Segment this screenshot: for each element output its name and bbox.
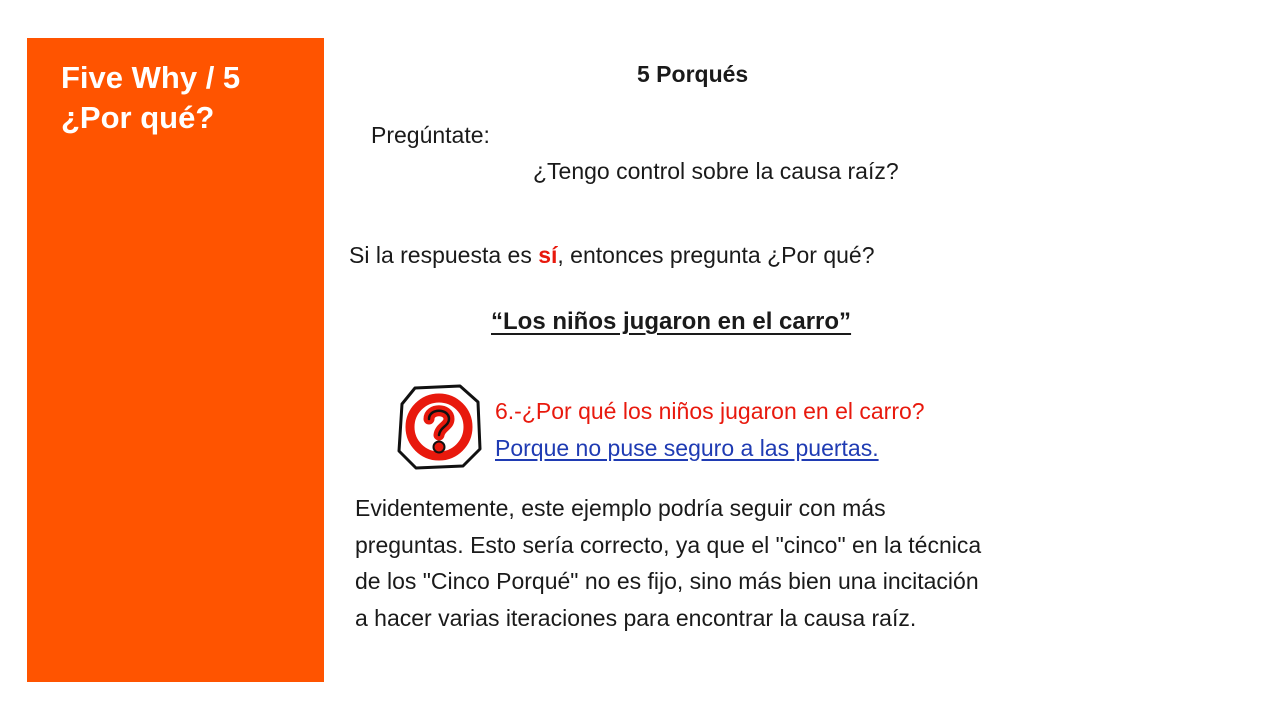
- explanation-line: Evidentemente, este ejemplo podría seguir con más: [355, 495, 886, 521]
- ask-label: Pregúntate:: [371, 122, 490, 148]
- condition-before: Si la respuesta es: [349, 242, 539, 268]
- section-heading: 5 Porqués: [637, 61, 749, 87]
- slide-title: [61, 58, 311, 138]
- explanation-line: a hacer varias iteraciones para encontrar la causa raíz.: [355, 604, 917, 631]
- question-mark-icon: [390, 379, 486, 475]
- title-sidebar: [27, 38, 324, 682]
- condition-after: , entonces pregunta ¿Por qué?: [557, 242, 875, 268]
- explanation-line: preguntas. Esto sería correcto, ya que el "cinco" en la técnica: [355, 531, 982, 558]
- problem-quote: “Los niños jugaron en el carro”: [491, 308, 852, 335]
- explanation-paragraph: [355, 490, 1255, 636]
- ask-question: ¿Tengo control sobre la causa raíz?: [533, 158, 899, 184]
- slide-title-line-1: Five Why / 5: [61, 60, 241, 95]
- condition-text: [349, 242, 875, 269]
- slide-title-line-2: ¿Por qué?: [61, 100, 215, 135]
- why-answer-link[interactable]: Porque no puse seguro a las puertas.: [495, 435, 879, 461]
- condition-highlight: sí: [538, 242, 558, 268]
- why-question: 6.-¿Por qué los niños jugaron en el carro?: [495, 398, 925, 424]
- explanation-line: de los "Cinco Porqué" no es fijo, sino más bien una incitación: [355, 568, 979, 594]
